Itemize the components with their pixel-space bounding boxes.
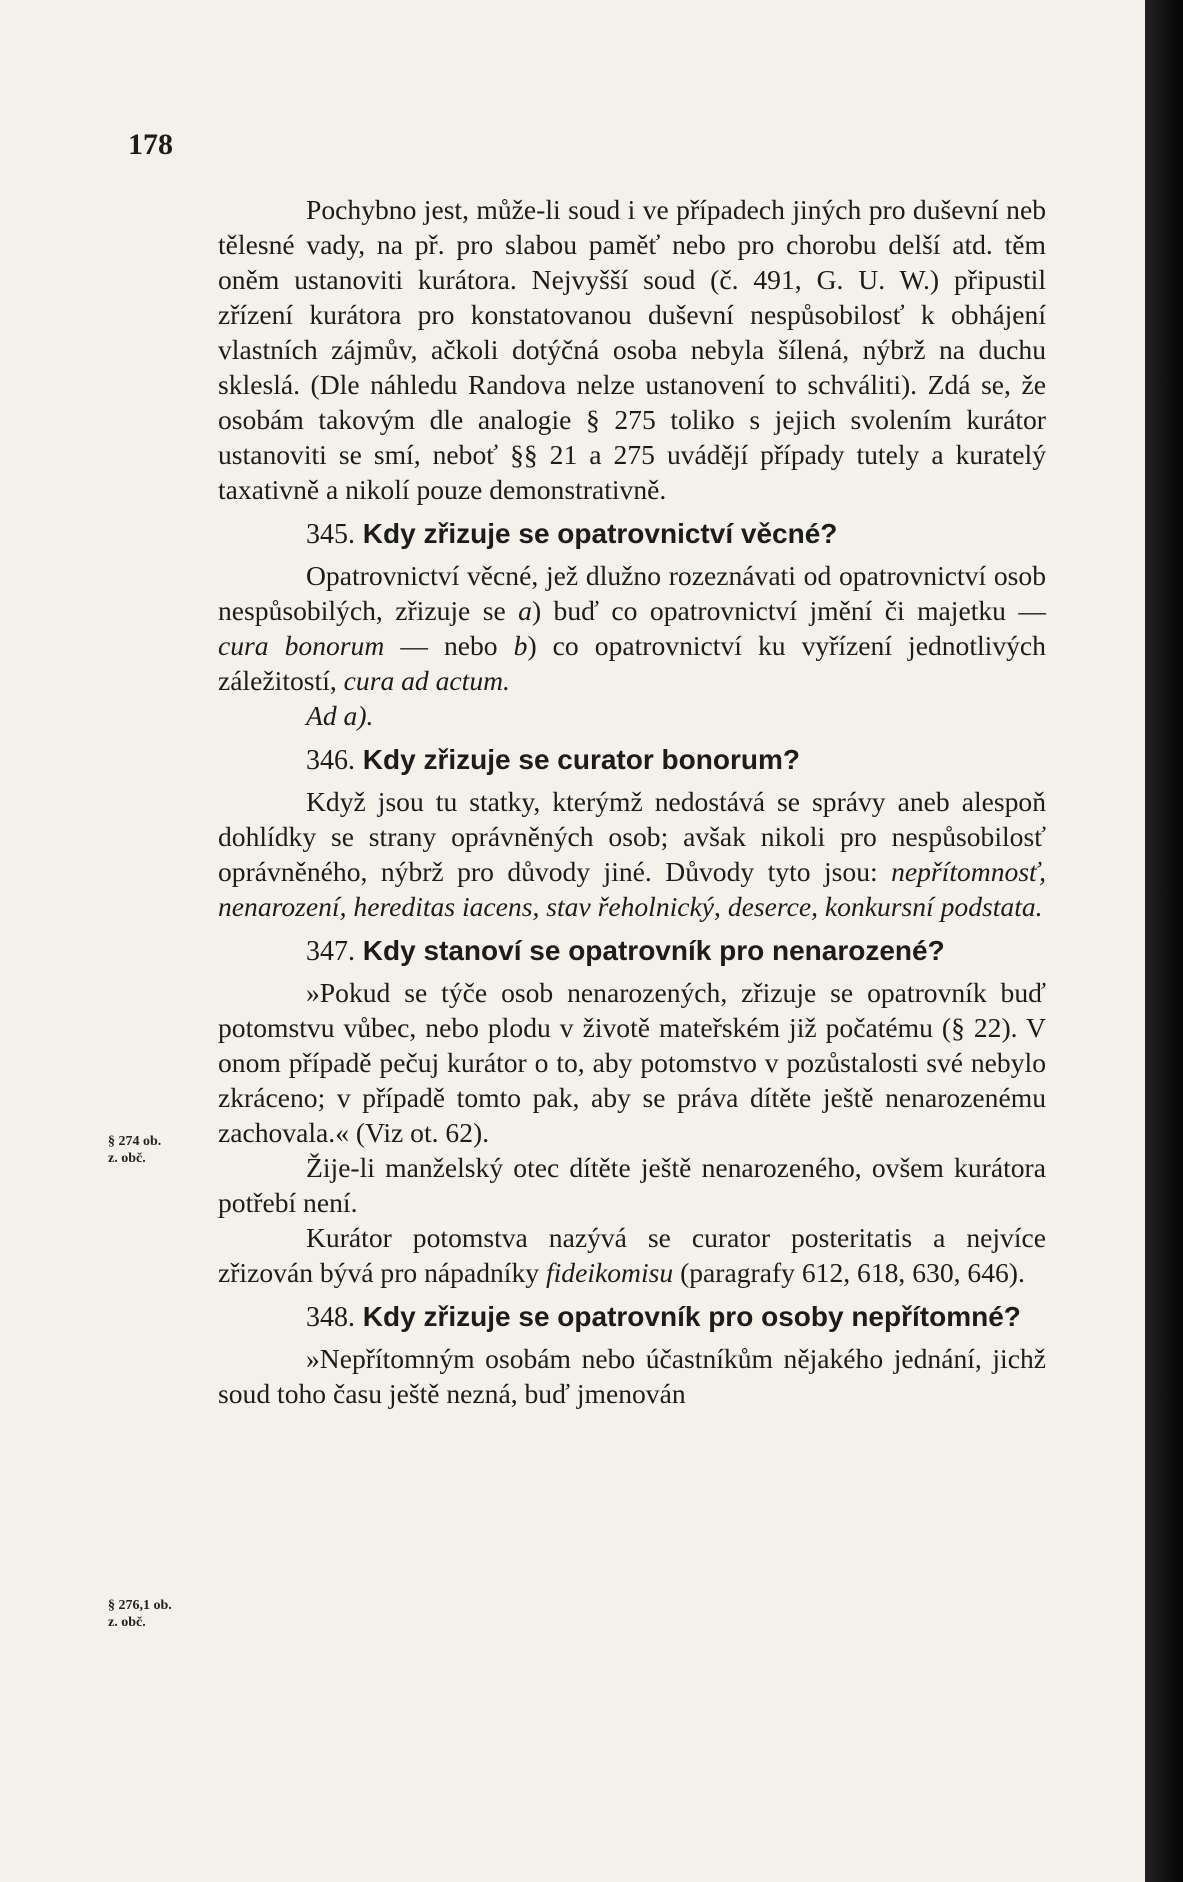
- question-348-heading: [218, 1299, 1046, 1336]
- scan-edge-shadow: [1145, 0, 1183, 1882]
- body-text: [218, 192, 1046, 1411]
- paragraph-nepritomni: »Nepřítomným osobám nebo účastníkům nějakého jednání, jichž soud toho času ještě nezná, buď jmenován: [218, 1343, 1046, 1409]
- text-run: Opatrovnictví věcné, jež dlužno rozeznávati od opatrovnictví osob nespůsobilých, zřizuje se: [218, 560, 1046, 626]
- margin-note-274: [108, 1133, 218, 1167]
- letter-b: b: [513, 630, 528, 661]
- term-cura-ad-actum: cura ad actum.: [343, 665, 510, 696]
- question-number: 347.: [306, 936, 355, 967]
- letter-a: a: [518, 595, 532, 626]
- text-run: ) co opatrovnictví ku vyřízení jednotlivých záležitostí,: [218, 630, 1046, 696]
- margin-note-line: z. obč.: [108, 1151, 146, 1166]
- paragraph-curator-mental: Pochybno jest, může-li soud i ve případech jiných pro duševní neb tělesné vady, na př. pro slabou paměť nebo pro chorobu delší atd. těm oněm ustanoviti kurátora. Nejvyšší soud (č. 491, G. U. W.) připustil zřízení kurátora pro konstatovanou duševní nespůsobilosť k obhájení vlastních zájmův, ačkoli dotýčná osoba nebyla šílená, nýbrž na duchu skleslá. (Dle náhledu Randova nelze ustanovení to schváliti). Zdá se, že osobám takovým dle analogie § 275 toliko s jejich svolením kurátor ustanoviti se smí, neboť §§ 21 a 275 uvádějí případy tutely a kuratelý taxativně a nikolí pouze demonstrativně.: [218, 194, 1046, 505]
- question-text: Kdy zřizuje se opatrovník pro osoby nepřítomné?: [362, 1301, 1021, 1332]
- question-number: 346.: [306, 745, 355, 776]
- margin-note-line: § 274 ob.: [108, 1134, 162, 1149]
- question-347-heading: [218, 933, 1046, 970]
- question-text: Kdy zřizuje se opatrovnictví věcné?: [362, 518, 838, 549]
- margin-note-line: § 276,1 ob.: [108, 1598, 172, 1613]
- text-run: — nebo: [384, 630, 514, 661]
- reasons-list: nepřítomnosť, nenarození, hereditas iacens, stav řeholnický, deserce, konkursní podstata.: [218, 856, 1046, 922]
- paragraph-curator-posteritatis: [218, 1220, 1046, 1290]
- margin-note-line: z. obč.: [108, 1615, 146, 1630]
- page-number: 178: [128, 128, 173, 161]
- text-run: ) buď co opatrovnictví jmění či majetku —: [531, 595, 1046, 626]
- question-text: Kdy stanoví se opatrovník pro nenarozené?: [362, 935, 945, 966]
- paragraph-nenarozeni: »Pokud se týče osob nenarozených, zřizuje se opatrovník buď potomstvu vůbec, nebo plodu v životě mateřském již počatému (§ 22). V onom případě pečuj kurátor o to, aby potomstvo v pozůstalosti své nebylo zkráceno; v případě tomto pak, aby se práva dítěte ještě nenarozenému zachovala.« (Viz ot. 62).: [218, 977, 1046, 1148]
- question-number: 348.: [306, 1302, 355, 1333]
- term-fideikomisu: fideikomisu: [545, 1257, 674, 1288]
- text-run: (paragrafy 612, 618, 630, 646).: [673, 1257, 1025, 1288]
- term-cura-bonorum: cura bonorum: [218, 630, 385, 661]
- question-346-heading: [218, 742, 1046, 779]
- question-text: Kdy zřizuje se curator bonorum?: [362, 744, 800, 775]
- ad-a-line: Ad a).: [306, 700, 374, 731]
- question-number: 345.: [306, 519, 355, 550]
- text-run: Když jsou tu statky, kterýmž nedostává se správy aneb alespoň dohlídky se strany oprávněných osob; avšak nikoli pro nespůsobilosť oprávněného, nýbrž pro důvody jiné. Důvody tyto jsou:: [218, 786, 1046, 887]
- margin-note-276: [108, 1597, 218, 1631]
- paragraph-manzelsky-otec: Žije-li manželský otec dítěte ještě nenarozeného, ovšem kurátora potřebí není.: [218, 1152, 1046, 1218]
- paragraph-opatrovnictvi-vecne: [218, 558, 1046, 698]
- text-run: Kurátor potomstva nazývá se curator posteritatis a nejvíce zřizován bývá pro nápadníky: [218, 1222, 1046, 1288]
- paragraph-curator-bonorum: [218, 784, 1046, 924]
- question-345-heading: [218, 516, 1046, 553]
